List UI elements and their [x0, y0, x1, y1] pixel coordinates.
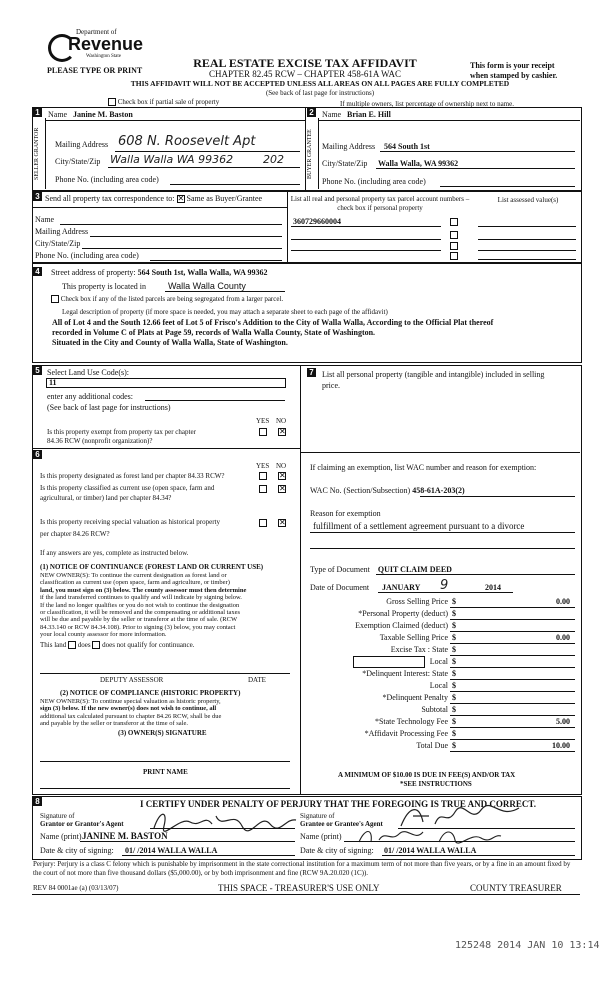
fee-label: *Delinquent Penalty: [382, 693, 448, 702]
s6-yes: YES: [256, 462, 270, 470]
see-back-note: (See back of last page for instructions): [265, 89, 375, 97]
this-land-label: This land: [40, 641, 67, 649]
fee-label: Excise Tax : State: [390, 645, 448, 654]
sig-grantee-label-1: Signature of: [300, 812, 335, 820]
notice2-body: NEW OWNER(S): To continue special valuation as historic property, sign (3) below. If the new owner(s) does not wish to continue, all additional tax calculated pursuant to chapter 84.26 RCW, shall be due and payable by the seller or transferor at the time of sale.: [40, 698, 222, 728]
s3-mailing-label: Mailing Address: [35, 227, 89, 236]
please-type: PLEASE TYPE OR PRINT: [47, 66, 143, 75]
county-treasurer: COUNTY TREASURER: [470, 883, 562, 893]
street-label: Street address of property:: [51, 268, 136, 277]
sig-grantor-label-1: Signature of: [40, 812, 75, 820]
fee-value[interactable]: 5.00: [556, 717, 570, 726]
s6-no: NO: [276, 462, 287, 470]
personal-property-2: price.: [322, 381, 340, 390]
fee-label: Local: [429, 657, 448, 666]
located-county: Walla Walla County: [168, 281, 246, 291]
seller-mailing[interactable]: 608 N. Roosevelt Apt: [118, 134, 256, 149]
section-6-number: 6: [33, 450, 42, 459]
doc-type-label: Type of Document: [310, 565, 370, 574]
notice1-title: (1) NOTICE OF CONTINUANCE (FOREST LAND OR CURRENT USE): [40, 563, 264, 571]
fee-currency: $: [452, 693, 456, 702]
section-7-number: 7: [307, 368, 316, 377]
s3-phone-label: Phone No. (including area code): [35, 251, 139, 260]
s5-yes: YES: [256, 417, 270, 425]
section-2-number: 2: [307, 108, 316, 117]
seller-mailing-label: Mailing Address: [55, 140, 109, 149]
fee-label: *State Technology Fee: [374, 717, 448, 726]
deputy-assessor-label: DEPUTY ASSESSOR: [100, 676, 164, 684]
fee-value[interactable]: 0.00: [556, 633, 570, 642]
section-4-number: 4: [33, 267, 42, 276]
form-title: REAL ESTATE EXCISE TAX AFFIDAVIT: [193, 56, 417, 70]
land-use-code-box[interactable]: [46, 378, 286, 388]
seller-phone-label: Phone No. (including area code): [55, 175, 159, 184]
seller-name: Janine M. Baston: [73, 110, 133, 119]
legal-line-3: Situated in the City and County of Walla Walla, State of Washington.: [52, 338, 288, 347]
fee-underline: [450, 691, 575, 692]
street-address: 564 South 1st, Walla Walla, WA 99362: [137, 268, 268, 277]
exempt-q2: 84.36 RCW (nonprofit organization)?: [47, 437, 153, 445]
fee-currency: $: [452, 609, 456, 618]
same-as-buyer-checkbox[interactable]: ✕: [177, 194, 185, 204]
land-use-label: Select Land Use Code(s):: [47, 368, 129, 377]
fee-currency: $: [452, 681, 456, 690]
fee-currency: $: [452, 705, 456, 714]
hist-q2: per chapter 84.26 RCW?: [40, 530, 110, 538]
grantee-date-label: Date & city of signing:: [300, 846, 374, 855]
forest-yes-checkbox[interactable]: [259, 472, 267, 480]
s5-see-back: (See back of last page for instructions): [47, 403, 171, 412]
fee-underline: [450, 607, 575, 608]
form-number: REV 84 0001ae (a) (03/13/07): [33, 884, 119, 892]
fee-label: Gross Selling Price: [386, 597, 448, 606]
continuance-row: [40, 641, 194, 650]
seller-city[interactable]: Walla Walla WA 99362: [110, 153, 234, 166]
buyer-city: Walla Walla, WA 99362: [378, 159, 459, 168]
seller-apt[interactable]: 202: [263, 153, 284, 166]
fee-currency: $: [452, 645, 456, 654]
fee-underline: [450, 631, 575, 632]
fee-value[interactable]: 0.00: [556, 597, 570, 606]
partial-sale-row: [108, 98, 219, 107]
see-instructions: *SEE INSTRUCTIONS: [400, 780, 472, 788]
multiple-owners-note: If multiple owners, list percentage of ownership next to name.: [340, 100, 514, 108]
fee-underline: [450, 619, 575, 620]
doc-month: JANUARY: [382, 583, 421, 592]
grantor-date-city: 01/ /2014 WALLA WALLA: [125, 846, 218, 855]
current-q2: agricultural, or timber) land per chapter 84.34?: [40, 494, 172, 502]
street-row: [51, 268, 267, 278]
does-label: does: [77, 641, 91, 649]
hist-q1: Is this property receiving special valuation as historical property: [40, 518, 221, 526]
form-warning: THIS AFFIDAVIT WILL NOT BE ACCEPTED UNLESS ALL AREAS ON ALL PAGES ARE FULLY COMPLETED: [130, 79, 510, 88]
s3-city-label: City/State/Zip: [35, 239, 81, 248]
doc-type: QUIT CLAIM DEED: [377, 565, 452, 574]
exempt-no-checkbox[interactable]: ✕: [279, 427, 286, 436]
fee-currency: $: [452, 669, 456, 678]
receipt-note-1: This form is your receipt: [470, 61, 555, 70]
deputy-date-label: DATE: [248, 676, 266, 684]
seller-side-label: SELLER GRANTOR: [34, 127, 40, 181]
fee-underline: [450, 643, 575, 644]
hist-yes-checkbox[interactable]: [259, 519, 267, 527]
parcel-number: 360729660004: [293, 217, 341, 226]
legal-line-2: recorded in Volume C of Plats at Page 59, records of Walla Walla County, State of Washington.: [52, 328, 376, 337]
fee-label: Subtotal: [421, 705, 448, 714]
seller-city-label: City/State/Zip: [55, 157, 101, 166]
fee-underline: [450, 715, 575, 716]
treasurer-use: THIS SPACE - TREASURER'S USE ONLY: [218, 883, 380, 893]
buyer-mailing-label: Mailing Address: [322, 142, 376, 151]
notice2-title: (2) NOTICE OF COMPLIANCE (HISTORIC PROPERTY): [60, 689, 241, 697]
seller-name-label: Name: [48, 110, 68, 119]
fee-label: Taxable Selling Price: [379, 633, 448, 642]
section-8-number: 8: [33, 797, 42, 806]
grantee-name-label: Name (print): [300, 832, 342, 841]
legal-line-1: All of Lot 4 and the South 12.66 feet of Lot 5 of Frisco's Addition to the City of Walla Walla, According to the Official Plat thereof: [52, 318, 494, 327]
personal-property-checkbox[interactable]: [450, 231, 458, 239]
fee-underline: [450, 667, 575, 668]
logo-state: Washington State: [86, 54, 122, 59]
segregated-label: Check box if any of the listed parcels are being segregated from a larger parcel.: [60, 295, 284, 303]
buyer-phone-label: Phone No. (including area code): [322, 177, 426, 186]
partial-sale-checkbox[interactable]: [108, 98, 116, 106]
segregated-checkbox[interactable]: [51, 295, 59, 303]
partial-sale-label: Check box if partial sale of property: [117, 98, 220, 106]
same-as-buyer-label: Same as Buyer/Grantee: [186, 194, 263, 203]
receipt-note-2: when stamped by cashier.: [470, 71, 558, 80]
current-yes-checkbox[interactable]: [259, 485, 267, 493]
fee-underline: [450, 655, 575, 656]
send-correspondence-label: Send all property tax correspondence to:: [45, 194, 175, 203]
fee-currency: $: [452, 741, 456, 750]
fee-label: *Delinquent Interest: State: [362, 669, 448, 678]
exempt-yes-checkbox[interactable]: [259, 428, 267, 436]
fee-label: *Personal Property (deduct): [358, 609, 448, 618]
does-not-label: does not qualify for continuance.: [102, 641, 195, 649]
doc-date-label: Date of Document: [310, 583, 370, 592]
section-3-number: 3: [33, 192, 42, 201]
land-use-code: 11: [49, 378, 57, 387]
exempt-q1: Is this property exempt from property tax per chapter: [47, 428, 196, 436]
grantee-printed-signature[interactable]: [355, 826, 505, 846]
sig-grantor-label-2: Grantor or Grantor's Agent: [40, 820, 124, 828]
section-1-number: 1: [33, 108, 42, 117]
fee-label: Exemption Claimed (deduct): [355, 621, 448, 630]
perjury-notice: Perjury: Perjury is a class C felony which is punishable by imprisonment in the state correctional institution for a maximum term of not more than five years, or by a fine in an amount fixed by the court of not more than five thousand dollars ($5,000.00), or by both imprisonment and fine (RCW 9A.20.020 (1C)).: [33, 860, 571, 877]
forest-q: Is this property designated as forest land per chapter 84.33 RCW?: [40, 472, 225, 480]
s5-no: NO: [276, 417, 287, 425]
certify-statement: I CERTIFY UNDER PENALTY OF PERJURY THAT THE FOREGOING IS TRUE AND CORRECT.: [140, 799, 537, 809]
cashier-stamp: 125248 2014 JAN 10 13:14: [455, 940, 600, 951]
current-q1: Is this property classified as current use (open space, farm and: [40, 484, 215, 492]
wac-label: WAC No. (Section/Subsection): [310, 486, 411, 495]
current-no-checkbox[interactable]: ✕: [279, 484, 286, 493]
exemption-label: If claiming an exemption, list WAC number and reason for exemption:: [310, 463, 537, 472]
grantor-signature[interactable]: [150, 806, 300, 836]
fee-currency: $: [452, 621, 456, 630]
fee-label: Total Due: [416, 741, 448, 750]
buyer-city-label: City/State/Zip: [322, 159, 368, 168]
fee-underline: [450, 739, 575, 740]
fee-value[interactable]: 10.00: [552, 741, 570, 750]
fee-currency: $: [452, 633, 456, 642]
fee-currency: $: [452, 717, 456, 726]
buyer-side-label: BUYER GRANTEE: [307, 129, 313, 179]
reason-text: fulfillment of a settlement agreement pursuant to a divorce: [313, 521, 525, 531]
grantor-name-label: Name (print): [40, 832, 82, 841]
notice1-body: NEW OWNER(S): To continue the current designation as forest land or classification as current use (open space, farm and agriculture, or timber) land, you must sign on (3) below. The county assessor must then determine if the land transferred continues to qualify and will indicate by signing below. If the land no longer qualifies or you do not wish to continue the designation or classification, it will be removed and the compensating or additional taxes will be due and payable by the seller or transferor at the time of sale. (RCW 84.33.140 or RCW 84.34.108). Prior to signing (3) below, you may contact your local county assessor for more information.: [40, 572, 247, 639]
form-subtitle: CHAPTER 82.45 RCW – CHAPTER 458-61A WAC: [209, 69, 401, 79]
personal-property-1: List all personal property (tangible and intangible) included in selling: [322, 370, 545, 379]
personal-property-checkbox[interactable]: [450, 252, 458, 260]
fee-underline: [450, 679, 575, 680]
located-label: This property is located in: [62, 282, 146, 291]
wac-number: 458-61A-203(2): [412, 486, 465, 495]
print-name-label: PRINT NAME: [143, 768, 188, 776]
buyer-name-label: Name: [322, 110, 342, 119]
additional-codes-label: enter any additional codes:: [47, 392, 133, 401]
doc-day: 9: [440, 578, 449, 593]
s3-name-label: Name: [35, 215, 55, 224]
assessed-header: List assessed value(s): [497, 196, 559, 204]
fee-label: *Affidavit Processing Fee: [364, 729, 448, 738]
fee-currency: $: [452, 729, 456, 738]
logo-revenue: Revenue: [68, 34, 144, 54]
sig-grantee-label-2: Grantee or Grantee's Agent: [300, 820, 383, 828]
reason-label: Reason for exemption: [310, 509, 381, 518]
fee-label: Local: [429, 681, 448, 690]
grantor-date-label: Date & city of signing:: [40, 846, 114, 855]
fee-underline: [450, 703, 575, 704]
segregated-row: [51, 295, 283, 304]
buyer-name: Brian E. Hill: [347, 110, 391, 119]
wac-row: [310, 486, 465, 496]
buyer-mailing: 564 South 1st: [384, 142, 430, 151]
doc-year: 2014: [485, 583, 501, 592]
local-tax-input[interactable]: [353, 656, 425, 668]
minimum-due-note: A MINIMUM OF $10.00 IS DUE IN FEE(S) AND/OR TAX: [338, 771, 516, 779]
owner-signature-label: (3) OWNER(S) SIGNATURE: [118, 729, 207, 737]
does-not-checkbox[interactable]: [92, 641, 100, 649]
personal-property-checkbox[interactable]: [450, 218, 458, 226]
forest-no-checkbox[interactable]: ✕: [279, 471, 286, 480]
logo-department: Department of: [76, 28, 117, 36]
fee-underline: [450, 727, 575, 728]
legal-label: Legal description of property (if more space is needed, you may attach a separate sheet to each page of the affidavit): [62, 308, 388, 316]
grantee-date-city: 01/ /2014 WALLA WALLA: [384, 846, 477, 855]
send-correspondence-row: [45, 194, 262, 204]
fee-currency: $: [452, 657, 456, 666]
fee-underline: [450, 751, 575, 752]
if-yes-note: If any answers are yes, complete as instructed below.: [40, 549, 189, 557]
hist-no-checkbox[interactable]: ✕: [279, 518, 286, 527]
parcel-header: List all real and personal property tax parcel account numbers – check box if personal property: [290, 195, 470, 212]
personal-property-checkbox[interactable]: [450, 242, 458, 250]
does-checkbox[interactable]: [68, 641, 76, 649]
fee-currency: $: [452, 597, 456, 606]
section-5-number: 5: [33, 366, 42, 375]
grantor-name: JANINE M. BASTON: [82, 831, 168, 841]
